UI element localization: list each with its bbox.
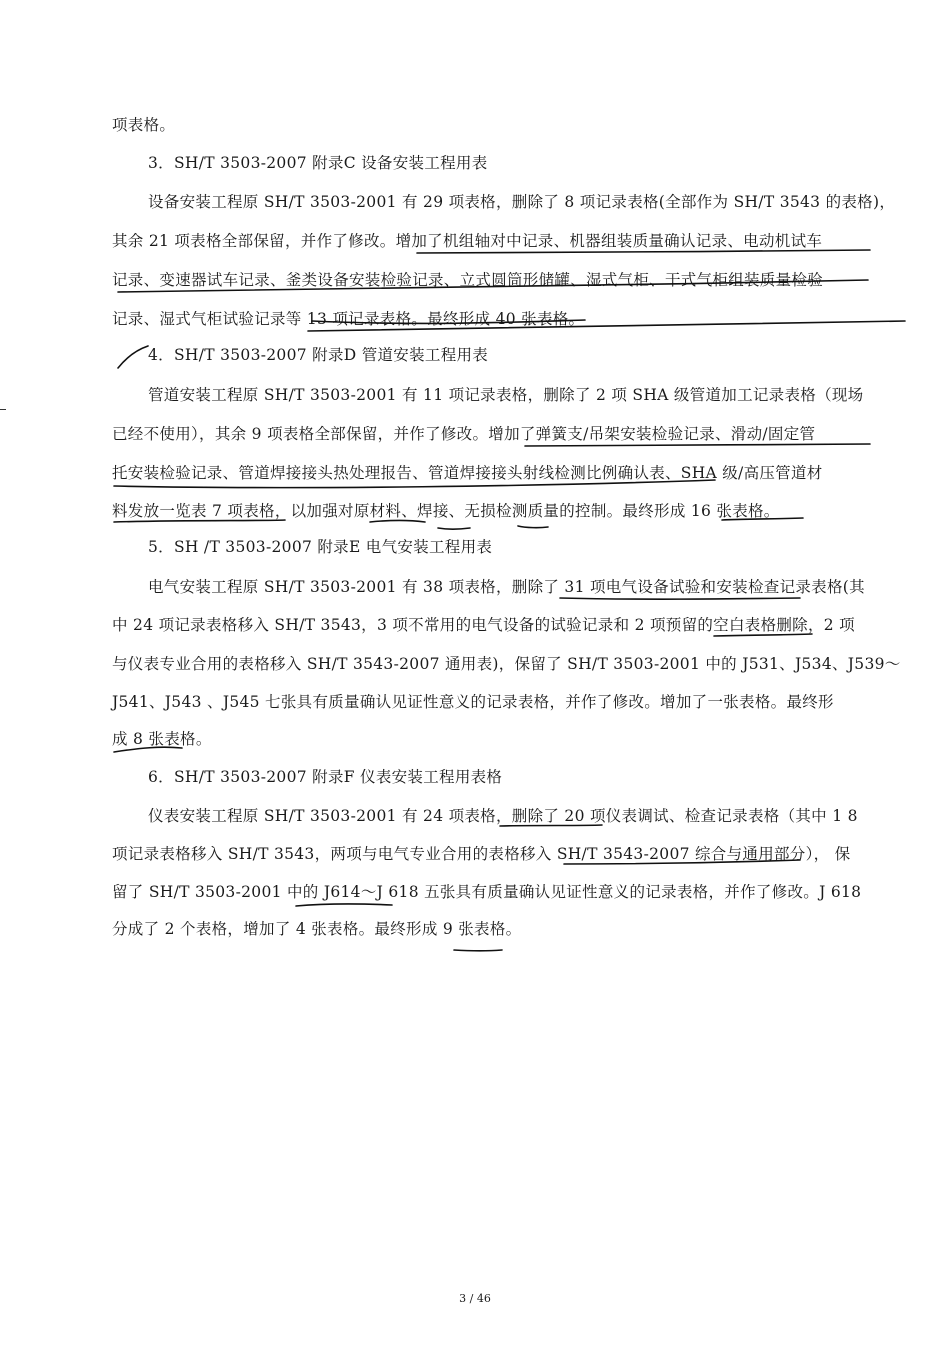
text-line: J541、J543 、J545 七张具有质量确认见证性意义的记录表格，并作了修改。增加了一张表格。最终形	[112, 693, 834, 711]
underline-stroke	[454, 950, 502, 951]
section-heading-d: 4．SH/T 3503-2007 附录D 管道安装工程用表	[148, 346, 489, 364]
text-line: 其余 21 项表格全部保留，并作了修改。增加了机组轴对中记录、机器组装质量确认记录、电动机试车	[112, 232, 823, 250]
section-heading-e: 5．SH /T 3503-2007 附录E 电气安装工程用表	[148, 538, 493, 556]
text-line: 托安装检验记录、管道焊接接头热处理报告、管道焊接接头射线检测比例确认表、SHA 级/高压管道材	[112, 464, 823, 482]
text-line: 电气安装工程原 SH/T 3503-2001 有 38 项表格，删除了 31 项电气设备试验和安装检查记录表格(其	[148, 578, 865, 596]
page-number: 3 / 46	[459, 1292, 491, 1305]
text-line: 项表格。	[112, 116, 176, 134]
underline-stroke	[438, 528, 470, 529]
underline-stroke	[560, 598, 800, 599]
section-heading-f: 6．SH/T 3503-2007 附录F 仪表安装工程用表格	[148, 768, 503, 786]
text-line: 管道安装工程原 SH/T 3503-2001 有 11 项记录表格，删除了 2 项 SHA 级管道加工记录表格（现场	[148, 386, 864, 404]
text-line: 已经不使用），其余 9 项表格全部保留，并作了修改。增加了弹簧支/吊架安装检验记录、滑动/固定管	[112, 425, 816, 443]
text-line: 记录、湿式气柜试验记录等 13 项记录表格。最终形成 40 张表格。	[112, 310, 585, 328]
bracket-mark	[118, 346, 148, 368]
underline-stroke	[518, 526, 548, 528]
text-line: 设备安装工程原 SH/T 3503-2001 有 29 项表格，删除了 8 项记录表格(全部作为 SH/T 3543 的表格)，	[148, 193, 896, 211]
text-line: 料发放一览表 7 项表格，以加强对原材料、焊接、无损检测质量的控制。最终形成 16 张表格。	[112, 502, 780, 520]
underline-stroke	[525, 444, 870, 446]
text-line: 仪表安装工程原 SH/T 3503-2001 有 24 项表格，删除了 20 项仪表调试、检查记录表格（其中 1 8	[148, 807, 858, 825]
text-line: 成 8 张表格。	[112, 730, 212, 748]
text-line: 分成了 2 个表格，增加了 4 张表格。最终形成 9 张表格。	[112, 920, 522, 938]
section-heading-c: 3．SH/T 3503-2007 附录C 设备安装工程用表	[148, 154, 488, 172]
text-line: 留了 SH/T 3503-2001 中的 J614～J 618 五张具有质量确认见证性意义的记录表格，并作了修改。J 618	[112, 883, 862, 901]
text-line: 项记录表格移入 SH/T 3543，两项与电气专业合用的表格移入 SH/T 3543-2007 综合与通用部分）， 保	[112, 845, 851, 863]
underline-stroke	[296, 904, 392, 906]
text-line: 记录、变速器试车记录、釜类设备安装检验记录、立式圆筒形储罐、湿式气柜、干式气柜组装质量检验	[112, 271, 824, 289]
text-line: 与仪表专业合用的表格移入 SH/T 3543-2007 通用表)，保留了 SH/T 3503-2001 中的 J531、J534、J539～	[112, 655, 901, 673]
scan-edge-mark	[0, 409, 6, 410]
text-line: 中 24 项记录表格移入 SH/T 3543，3 项不常用的电气设备的试验记录和 2 项预留的空白表格删除，2 项	[112, 616, 855, 634]
